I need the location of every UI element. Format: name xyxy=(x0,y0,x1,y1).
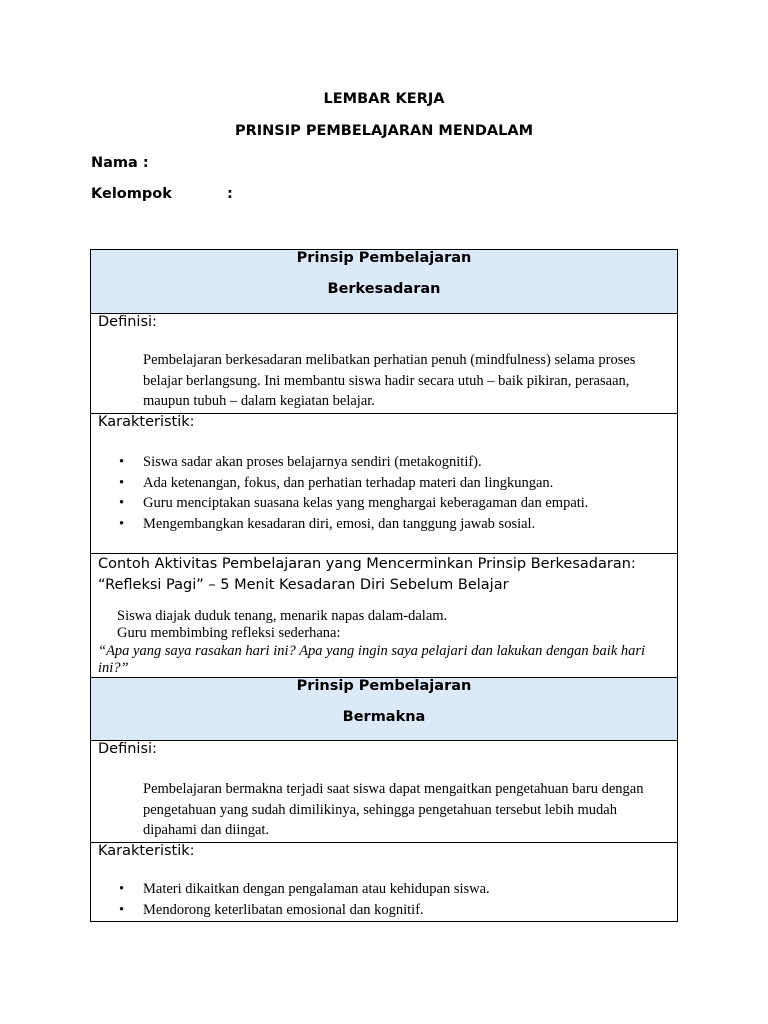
section-header-bermakna xyxy=(91,677,677,740)
list-item-text: Guru menciptakan suasana kelas yang menghargai keberagaman dan empati. xyxy=(143,495,589,511)
list-item xyxy=(119,452,667,473)
definisi-cell xyxy=(91,313,677,413)
bullet-icon: • xyxy=(119,515,125,532)
section-header-berkesadaran xyxy=(91,250,677,313)
karakteristik-cell xyxy=(91,842,677,921)
section-header-line1: Prinsip Pembelajaran xyxy=(296,678,472,694)
contoh-aktivitas-quote: “Apa yang saya rasakan hari ini? Apa yang ingin saya pelajari dan lakukan dengan baik hari ini?” xyxy=(98,643,646,676)
principles-table xyxy=(90,249,678,922)
list-item xyxy=(119,900,667,921)
list-item-text: Materi dikaitkan dengan pengalaman atau kehidupan siswa. xyxy=(143,881,490,897)
karakteristik-label: Karakteristik: xyxy=(98,843,195,859)
bullet-icon: • xyxy=(119,454,125,470)
definisi-cell xyxy=(91,740,677,842)
list-item xyxy=(119,493,667,514)
contoh-aktivitas-title: Contoh Aktivitas Pembelajaran yang Mencerminkan Prinsip Berkesadaran: “Refleksi Pagi” – 5 Menit Kesadaran Diri Sebelum Belajar xyxy=(98,556,636,593)
list-item xyxy=(119,879,667,900)
section-header-line2: Berkesadaran xyxy=(327,281,441,297)
list-item-text: Mendorong keterlibatan emosional dan kognitif. xyxy=(143,901,424,918)
list-item-text: Mengembangkan kesadaran diri, emosi, dan tanggung jawab sosial. xyxy=(143,515,536,532)
nama-label: Nama : xyxy=(91,155,149,171)
karakteristik-list xyxy=(119,452,667,534)
page-subtitle: PRINSIP PEMBELAJARAN MENDALAM xyxy=(234,123,534,139)
contoh-aktivitas-line: Guru membimbing refleksi sederhana: xyxy=(117,625,341,641)
bullet-icon: • xyxy=(119,901,125,918)
kelompok-label: Kelompok xyxy=(91,186,172,202)
definisi-label: Definisi: xyxy=(98,314,157,330)
definisi-text: Pembelajaran bermakna terjadi saat siswa dapat mengaitkan pengetahuan baru dengan pengetahuan yang sudah dimilikinya, sehingga pengetahuan tersebut lebih mudah dipahami dan diingat. xyxy=(143,781,644,838)
bullet-icon: • xyxy=(119,881,125,897)
contoh-aktivitas-line: Siswa diajak duduk tenang, menarik napas dalam-dalam. xyxy=(117,608,448,624)
list-item-text: Ada ketenangan, fokus, dan perhatian terhadap materi dan lingkungan. xyxy=(143,474,554,491)
karakteristik-label: Karakteristik: xyxy=(98,414,195,430)
definisi-text: Pembelajaran berkesadaran melibatkan perhatian penuh (mindfulness) selama proses belajar berlangsung. Ini membantu siswa hadir secara utuh – baik pikiran, perasaan, maupun tubuh – dalam kegiatan belajar. xyxy=(143,352,636,409)
definisi-label: Definisi: xyxy=(98,741,157,757)
list-item-text: Siswa sadar akan proses belajarnya sendiri (metakognitif). xyxy=(143,454,482,470)
karakteristik-list xyxy=(119,879,667,920)
list-item xyxy=(119,514,667,535)
bullet-icon: • xyxy=(119,474,125,491)
kelompok-colon: : xyxy=(227,186,233,202)
section-header-line1: Prinsip Pembelajaran xyxy=(296,250,472,266)
page-title: LEMBAR KERJA xyxy=(323,91,445,107)
list-item xyxy=(119,473,667,494)
karakteristik-cell xyxy=(91,413,677,553)
bullet-icon: • xyxy=(119,495,125,511)
section-header-line2: Bermakna xyxy=(342,709,426,725)
contoh-aktivitas-cell xyxy=(91,553,677,677)
